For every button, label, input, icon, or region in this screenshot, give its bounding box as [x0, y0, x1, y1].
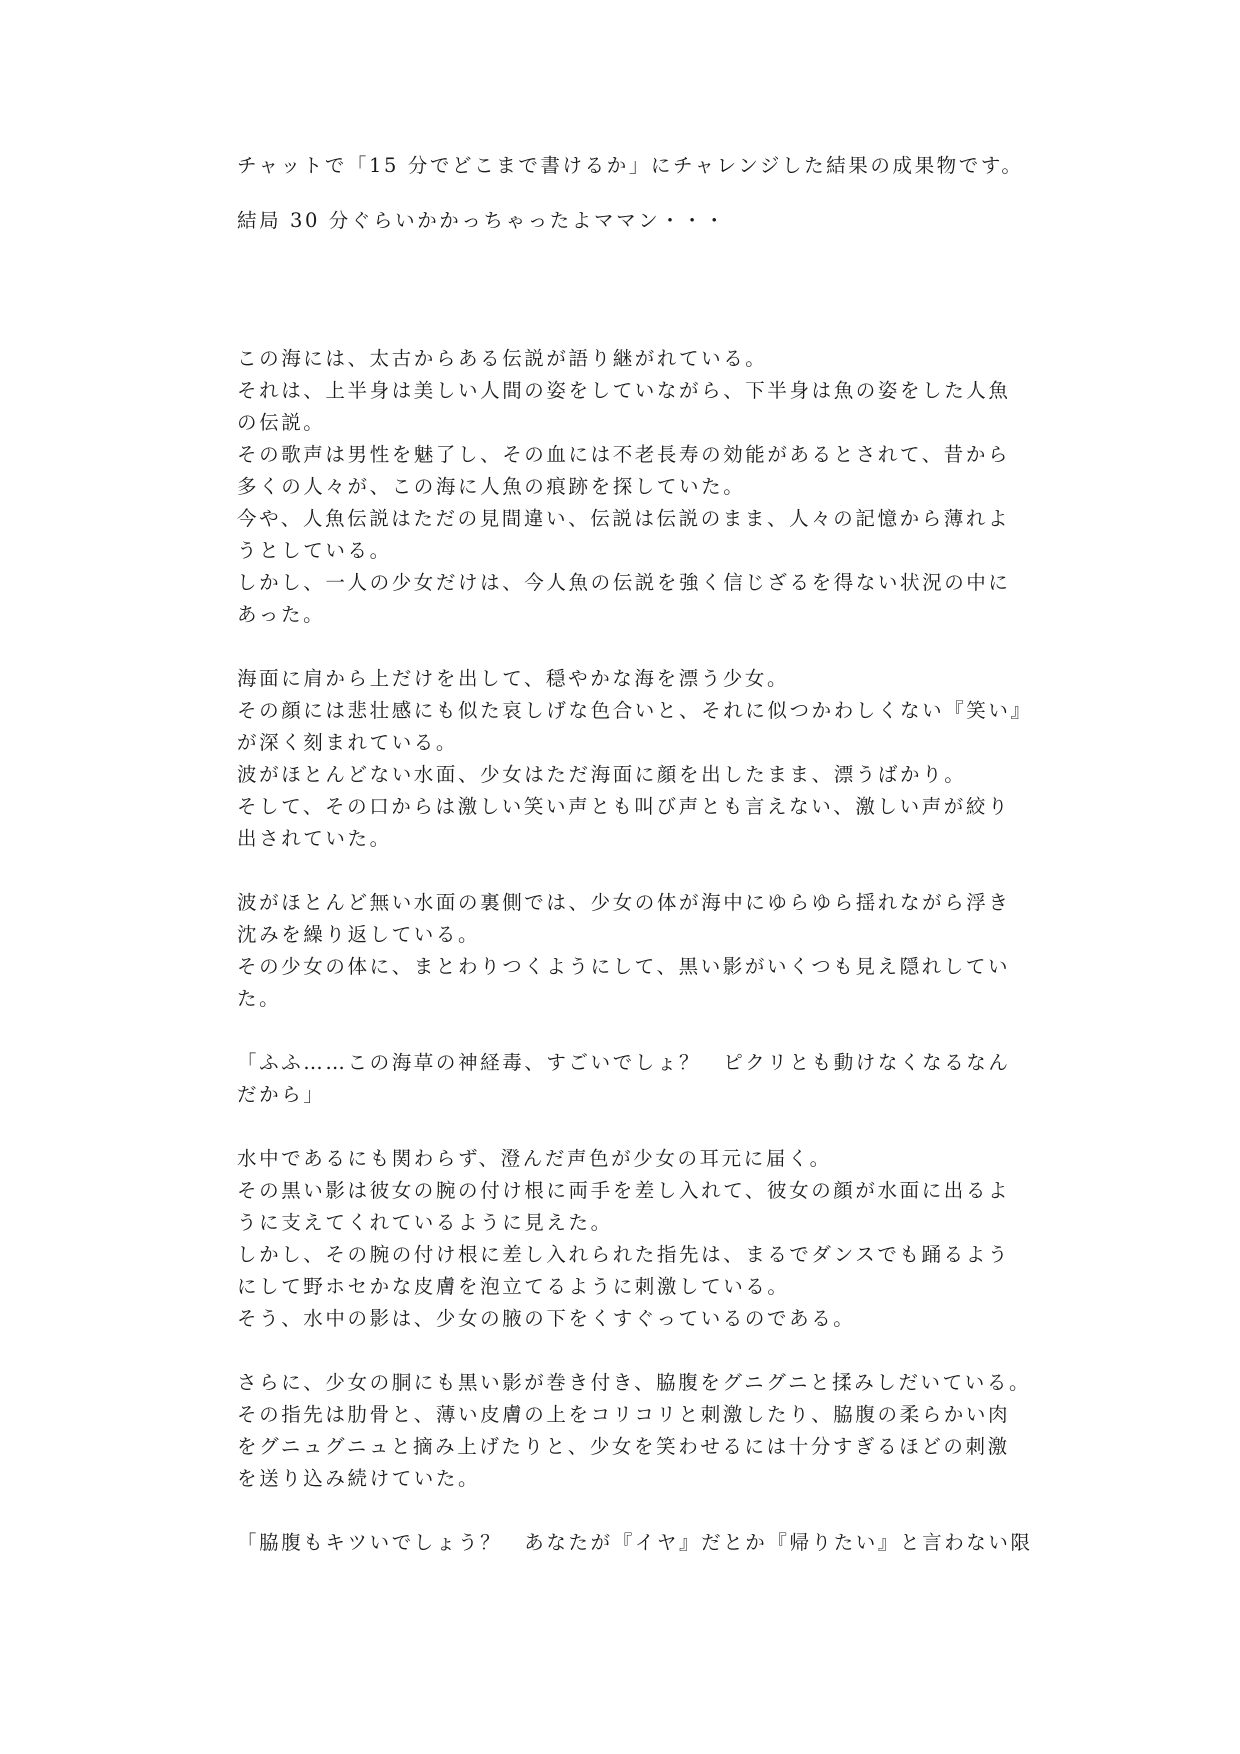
story-line: だから」: [237, 1083, 326, 1106]
story-line: 多くの人々が、この海に人魚の痕跡を探していた。: [237, 475, 746, 498]
story-line: その少女の体に、まとわりつくようにして、黒い影がいくつも見え隠れしてい: [237, 955, 1011, 978]
paragraph-gap: [237, 1335, 1009, 1367]
story-line: そう、水中の影は、少女の腋の下をくすぐっているのである。: [237, 1307, 856, 1330]
story-line: その顔には悲壮感にも似た哀しげな色合いと、それに似つかわしくない『笑い』: [237, 699, 1033, 722]
story-line: 今や、人魚伝説はただの見間違い、伝説は伝説のまま、人々の記憶から薄れよ: [237, 507, 1011, 530]
story-line: さらに、少女の胴にも黒い影が巻き付き、脇腹をグニグニと揉みしだいている。: [237, 1371, 1032, 1394]
paragraph-gap: [237, 1111, 1009, 1143]
intro-line: チャットで「15 分でどこまで書けるか」にチャレンジした結果の成果物です。: [237, 154, 1024, 177]
story-line: しかし、その腕の付け根に差し入れられた指先は、まるでダンスでも踊るよう: [237, 1243, 1010, 1266]
story-line: うとしている。: [237, 539, 392, 562]
story-line: その黒い影は彼女の腕の付け根に両手を差し入れて、彼女の顔が水面に出るよ: [237, 1179, 1011, 1202]
intro-note: [237, 150, 1024, 237]
story-body: [237, 343, 1033, 1559]
story-line: 「ふふ……この海草の神経毒、すごいでしょ？ ピクリとも動けなくなるなん: [237, 1051, 1011, 1074]
paragraph-gap: [237, 1015, 1009, 1047]
story-line: にして野ホセかな皮膚を泡立てるように刺激している。: [237, 1275, 790, 1298]
story-line: の伝説。: [237, 411, 326, 434]
story-line: が深く刻まれている。: [237, 731, 459, 754]
story-line: この海には、太古からある伝説が語り継がれている。: [237, 347, 768, 370]
paragraph-gap: [237, 631, 1009, 663]
story-line: 波がほとんど無い水面の裏側では、少女の体が海中にゆらゆら揺れながら浮き: [237, 891, 1011, 914]
story-line: をグニュグニュと摘み上げたりと、少女を笑わせるには十分すぎるほどの刺激: [237, 1435, 1010, 1458]
intro-line: 結局 30 分ぐらいかかっちゃったよママン・・・: [237, 209, 727, 232]
story-line: あった。: [237, 603, 326, 626]
story-line: その指先は肋骨と、薄い皮膚の上をコリコリと刺激したり、脇腹の柔らかい肉: [237, 1403, 1011, 1426]
story-line: それは、上半身は美しい人間の姿をしていながら、下半身は魚の姿をした人魚: [237, 379, 1011, 402]
story-line: うに支えてくれているように見えた。: [237, 1211, 613, 1234]
paragraph-gap: [237, 1495, 1009, 1527]
story-line: 出されていた。: [237, 827, 392, 850]
story-line: しかし、一人の少女だけは、今人魚の伝説を強く信じざるを得ない状況の中に: [237, 571, 1011, 594]
story-line: 「脇腹もキツいでしょう？ あなたが『イヤ』だとか『帰りたい』と言わない限: [237, 1531, 1033, 1554]
paragraph-gap: [237, 855, 1009, 887]
story-line: 海面に肩から上だけを出して、穏やかな海を漂う少女。: [237, 667, 790, 690]
story-line: た。: [237, 987, 282, 1010]
story-line: その歌声は男性を魅了し、その血には不老長寿の効能があるとされて、昔から: [237, 443, 1011, 466]
story-line: そして、その口からは激しい笑い声とも叫び声とも言えない、激しい声が絞り: [237, 795, 1011, 818]
story-line: 沈みを繰り返している。: [237, 923, 481, 946]
story-line: 水中であるにも関わらず、澄んだ声色が少女の耳元に届く。: [237, 1147, 832, 1170]
story-line: を送り込み続けていた。: [237, 1467, 481, 1490]
story-line: 波がほとんどない水面、少女はただ海面に顔を出したまま、漂うばかり。: [237, 763, 967, 786]
